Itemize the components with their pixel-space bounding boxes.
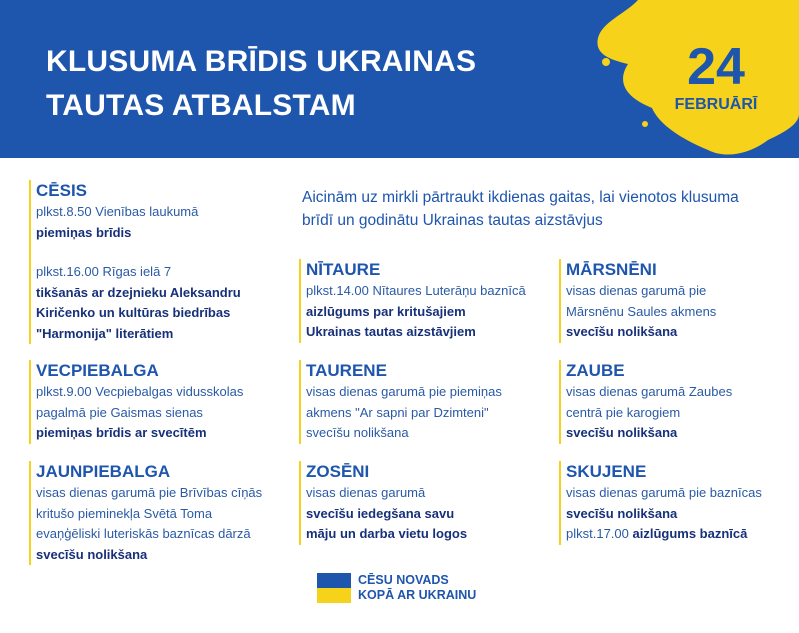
location-name: SKUJENE: [566, 462, 647, 481]
event-title: tikšanās ar dzejnieku Aleksandru: [36, 284, 241, 300]
location-skujene: [559, 461, 762, 545]
location-vecpiebalga: [29, 360, 243, 444]
event-detail: visas dienas garumā pie Brīvības cīņās: [36, 485, 263, 500]
event-title: piemiņas brīdis ar svecītēm: [36, 425, 207, 440]
location-nitaure: [299, 259, 526, 343]
event-detail: Mārsnēnu Saules akmens: [566, 303, 717, 319]
event-detail: plkst.16.00 Rīgas ielā 7: [36, 264, 172, 279]
event-title: māju un darba vietu logos: [306, 526, 468, 541]
footer-branding: [358, 573, 476, 603]
location-name: ZOSĒNI: [306, 462, 370, 481]
event-title: svecīšu nolikšana: [566, 324, 678, 339]
event-detail: evaņģēliski luteriskās baznīcas dārzā: [36, 526, 251, 541]
event-detail: pagalmā pie Gaismas sienas: [36, 404, 203, 420]
event-detail: centrā pie karogiem: [566, 404, 681, 420]
location-taurene: [299, 360, 502, 444]
event-title: Ukrainas tautas aizstāvjiem: [306, 324, 476, 339]
event-title: "Harmonija" literātiem: [36, 325, 174, 341]
event-time: plkst.17.00: [566, 526, 629, 541]
event-detail: svecīšu nolikšana: [306, 425, 409, 440]
location-jaunpiebalga: [29, 461, 262, 565]
location-cesis: [29, 180, 241, 344]
title-line-2: TAUTAS ATBALSTAM: [46, 89, 356, 122]
location-marsneni: [559, 259, 716, 343]
location-name: ZAUBE: [566, 361, 625, 380]
event-detail: visas dienas garumā pie baznīcas: [566, 485, 762, 500]
event-title: svecīšu nolikšana: [566, 505, 678, 521]
event-detail: plkst.8.50 Vienības laukumā: [36, 204, 199, 219]
event-title: piemiņas brīdis: [36, 224, 132, 240]
title-line-1: KLUSUMA BRĪDIS UKRAINAS: [46, 45, 477, 78]
page-title: [46, 40, 476, 128]
footer-line-2: KOPĀ AR UKRAINU: [358, 588, 477, 602]
location-name: TAURENE: [306, 361, 387, 380]
event-line-mixed: [566, 524, 762, 545]
event-title: svecīšu iedegšana savu: [306, 505, 455, 521]
header-banner: [0, 0, 799, 158]
location-name: CĒSIS: [36, 181, 88, 200]
location-name: JAUNPIEBALGA: [36, 462, 171, 481]
event-detail: visas dienas garumā pie piemiņas: [306, 384, 502, 399]
event-detail: akmens "Ar sapni par Dzimteni": [306, 404, 489, 420]
footer-line-1: CĒSU NOVADS: [358, 573, 449, 587]
event-title: aizlūgums baznīcā: [632, 526, 748, 541]
date-day: 24: [687, 38, 745, 96]
location-name: VECPIEBALGA: [36, 361, 159, 380]
event-detail: kritušo pieminekļa Svētā Toma: [36, 505, 213, 521]
location-name: NĪTAURE: [306, 260, 381, 279]
location-zaube: [559, 360, 732, 444]
event-detail: visas dienas garumā Zaubes: [566, 384, 733, 399]
date-month: FEBRUĀRĪ: [674, 96, 758, 113]
location-zoseni: [299, 461, 467, 545]
event-title: svecīšu nolikšana: [566, 425, 678, 440]
location-name: MĀRSNĒNI: [566, 260, 657, 279]
event-detail: plkst.9.00 Vecpiebalgas vidusskolas: [36, 384, 244, 399]
ukraine-flag-icon: [317, 573, 351, 603]
event-title: svecīšu nolikšana: [36, 546, 148, 562]
event-detail: plkst.14.00 Nītaures Luterāņu baznīcā: [306, 283, 526, 298]
intro-text: Aicinām uz mirkli pārtraukt ikdienas gaitas, lai vienotos klusuma brīdī un godinātu Ukrainas tautas aizstāvjus: [302, 189, 739, 229]
event-detail: visas dienas garumā pie: [566, 283, 707, 298]
event-title: Kiričenko un kultūras biedrības: [36, 305, 231, 320]
event-title: aizlūgums par kritušajiem: [306, 303, 466, 319]
event-detail: visas dienas garumā: [306, 485, 426, 500]
